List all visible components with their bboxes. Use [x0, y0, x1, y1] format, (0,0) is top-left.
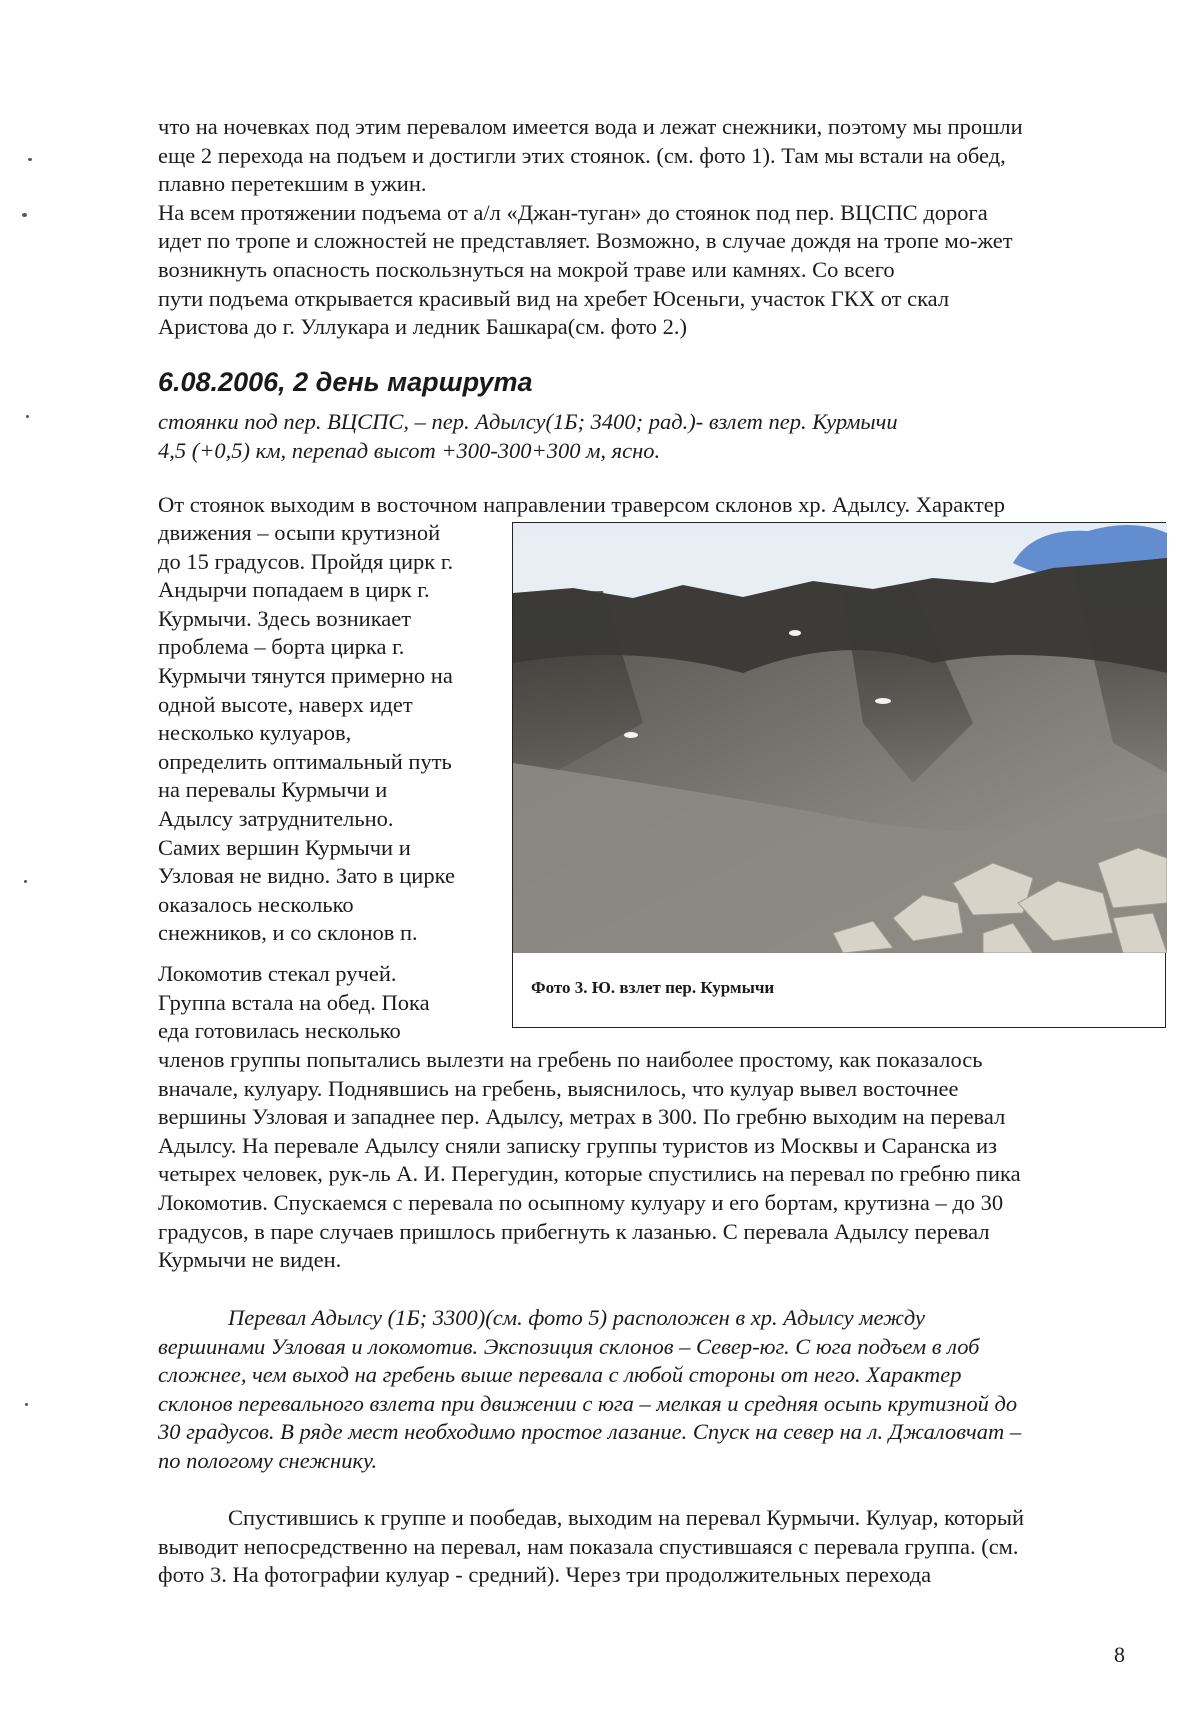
text-line: возникнуть опасность поскользнуться на мокрой траве или камнях. Со всего [158, 256, 895, 282]
text-line: Курмычи. Здесь возникает [158, 605, 412, 631]
text-line: Курмычи тянутся примерно на [158, 662, 453, 688]
text-line: Аристова до г. Уллукара и ледник Башкара(см. фото 2.) [158, 314, 688, 340]
route-summary [158, 408, 898, 465]
scan-speck [26, 415, 29, 418]
text-line: фото 3. На фотографии кулуар - средний). Через три продолжительных перехода [158, 1562, 932, 1588]
route-line: стоянки под пер. ВЦСПС, – пер. Адылсу(1Б; 3400; рад.)- взлет пер. Курмычи [158, 409, 898, 434]
text-line: вершинами Узловая и локомотив. Экспозиция склонов – Север-юг. С юга подъем в лоб [158, 1333, 980, 1359]
text-line: оказалось несколько [158, 891, 354, 917]
snow-patch [624, 732, 638, 738]
text-line: выводит непосредственно на перевал, нам показала спустившаяся с перевала группа. (см. [158, 1533, 1019, 1559]
text-line: Адылсу затруднительно. [158, 805, 394, 831]
text-line: Локомотив стекал ручей. [158, 961, 397, 986]
closing-paragraph [158, 1504, 1024, 1590]
photo-figure [512, 522, 1166, 1028]
text-line: Перевал Адылсу (1Б; 3300)(см. фото 5) расположен в хр. Адылсу между [228, 1305, 925, 1330]
mountain-photo [513, 523, 1167, 953]
text-line: градусов, в паре случаев пришлось прибегнуть к лазанью. С перевала Адылсу перевал [158, 1218, 990, 1244]
text-line: вначале, кулуару. Поднявшись на гребень, выяснилось, что кулуар вывел восточнее [158, 1075, 959, 1101]
narrative-wrapped-block [158, 519, 455, 948]
intro-paragraph [158, 113, 1023, 342]
text-line: идет по тропе и сложностей не представляет. Возможно, в случае дождя на тропе мо-жет [158, 228, 1013, 254]
narrative-wrapped-block-2 [158, 960, 430, 1046]
text-line: Спустившись к группе и пообедав, выходим на перевал Курмычи. Кулуар, который [228, 1505, 1025, 1530]
text-line: Узловая не видно. Зато в цирке [158, 863, 455, 889]
text-line: Курмычи не виден. [158, 1247, 342, 1273]
text-line: четырех человек, рук-ль А. И. Перегудин, которые спустились на перевал по гребню пика [158, 1161, 1021, 1187]
text-line: до 15 градусов. Пройдя цирк г. [158, 548, 454, 574]
page-number: 8 [1114, 1642, 1125, 1667]
text-line: На всем протяжении подъема от а/л «Джан-туган» до стоянок под пер. ВЦСПС дорога [158, 199, 988, 225]
text-line: Группа встала на обед. Пока [158, 989, 430, 1015]
text-line: От стоянок выходим в восточном направлении траверсом склонов хр. Адылсу. Характер [158, 492, 1005, 517]
text-line: Самих вершин Курмычи и [158, 834, 411, 860]
text-line: движения – осыпи крутизной [158, 520, 441, 545]
text-line: плавно перетекшим в ужин. [158, 171, 427, 197]
scan-speck [24, 880, 27, 883]
text-line: вершины Узловая и западнее пер. Адылсу, метрах в 300. По гребню выходим на перевал [158, 1104, 1006, 1130]
narrative-first-line [158, 491, 1005, 520]
text-line: снежников, и со склонов п. [158, 920, 418, 946]
scan-speck [28, 158, 32, 161]
pass-description [158, 1304, 1021, 1476]
scan-speck [25, 1403, 28, 1406]
day-heading: 6.08.2006, 2 день маршрута [158, 367, 533, 397]
narrative-continuation [158, 1046, 1021, 1275]
text-line: на перевалы Курмычи и [158, 777, 388, 803]
text-line: одной высоте, наверх идет [158, 691, 413, 717]
route-stats: 4,5 (+0,5) км, перепад высот +300-300+300 м, ясно. [158, 437, 661, 463]
text-line: несколько кулуаров, [158, 720, 352, 746]
text-line: членов группы попытались вылезти на гребень по наиболее простому, как показалось [158, 1047, 983, 1072]
text-line: склонов перевального взлета при движении с юга – мелкая и средняя осыпь крутизной до [158, 1390, 1018, 1416]
text-line: еще 2 перехода на подъем и достигли этих стоянок. (см. фото 1). Там мы встали на обед, [158, 142, 1006, 168]
snow-patch [875, 698, 891, 704]
scan-speck [22, 213, 27, 217]
photo-caption: Фото 3. Ю. взлет пер. Курмычи [531, 978, 775, 997]
snow-patch [789, 630, 801, 636]
text-line: что на ночевках под этим перевалом имеется вода и лежат снежники, поэтому мы прошли [158, 114, 1023, 139]
text-line: еда готовилась несколько [158, 1018, 401, 1044]
text-line: по пологому снежнику. [158, 1447, 378, 1473]
text-line: проблема – борта цирка г. [158, 634, 405, 660]
text-line: 30 градусов. В ряде мест необходимо простое лазание. Спуск на север на л. Джаловчат – [158, 1419, 1022, 1445]
text-line: Локомотив. Спускаемся с перевала по осыпному кулуару и его бортам, крутизна – до 30 [158, 1189, 1004, 1215]
text-line: сложнее, чем выход на гребень выше перевала с любой стороны от него. Характер [158, 1362, 962, 1388]
text-line: Андырчи попадаем в цирк г. [158, 577, 430, 603]
text-line: Адылсу. На перевале Адылсу сняли записку группы туристов из Москвы и Саранска из [158, 1132, 997, 1158]
text-line: пути подъема открывается красивый вид на хребет Юсеньги, участок ГКХ от скал [158, 285, 950, 311]
text-line: определить оптимальный путь [158, 748, 452, 774]
